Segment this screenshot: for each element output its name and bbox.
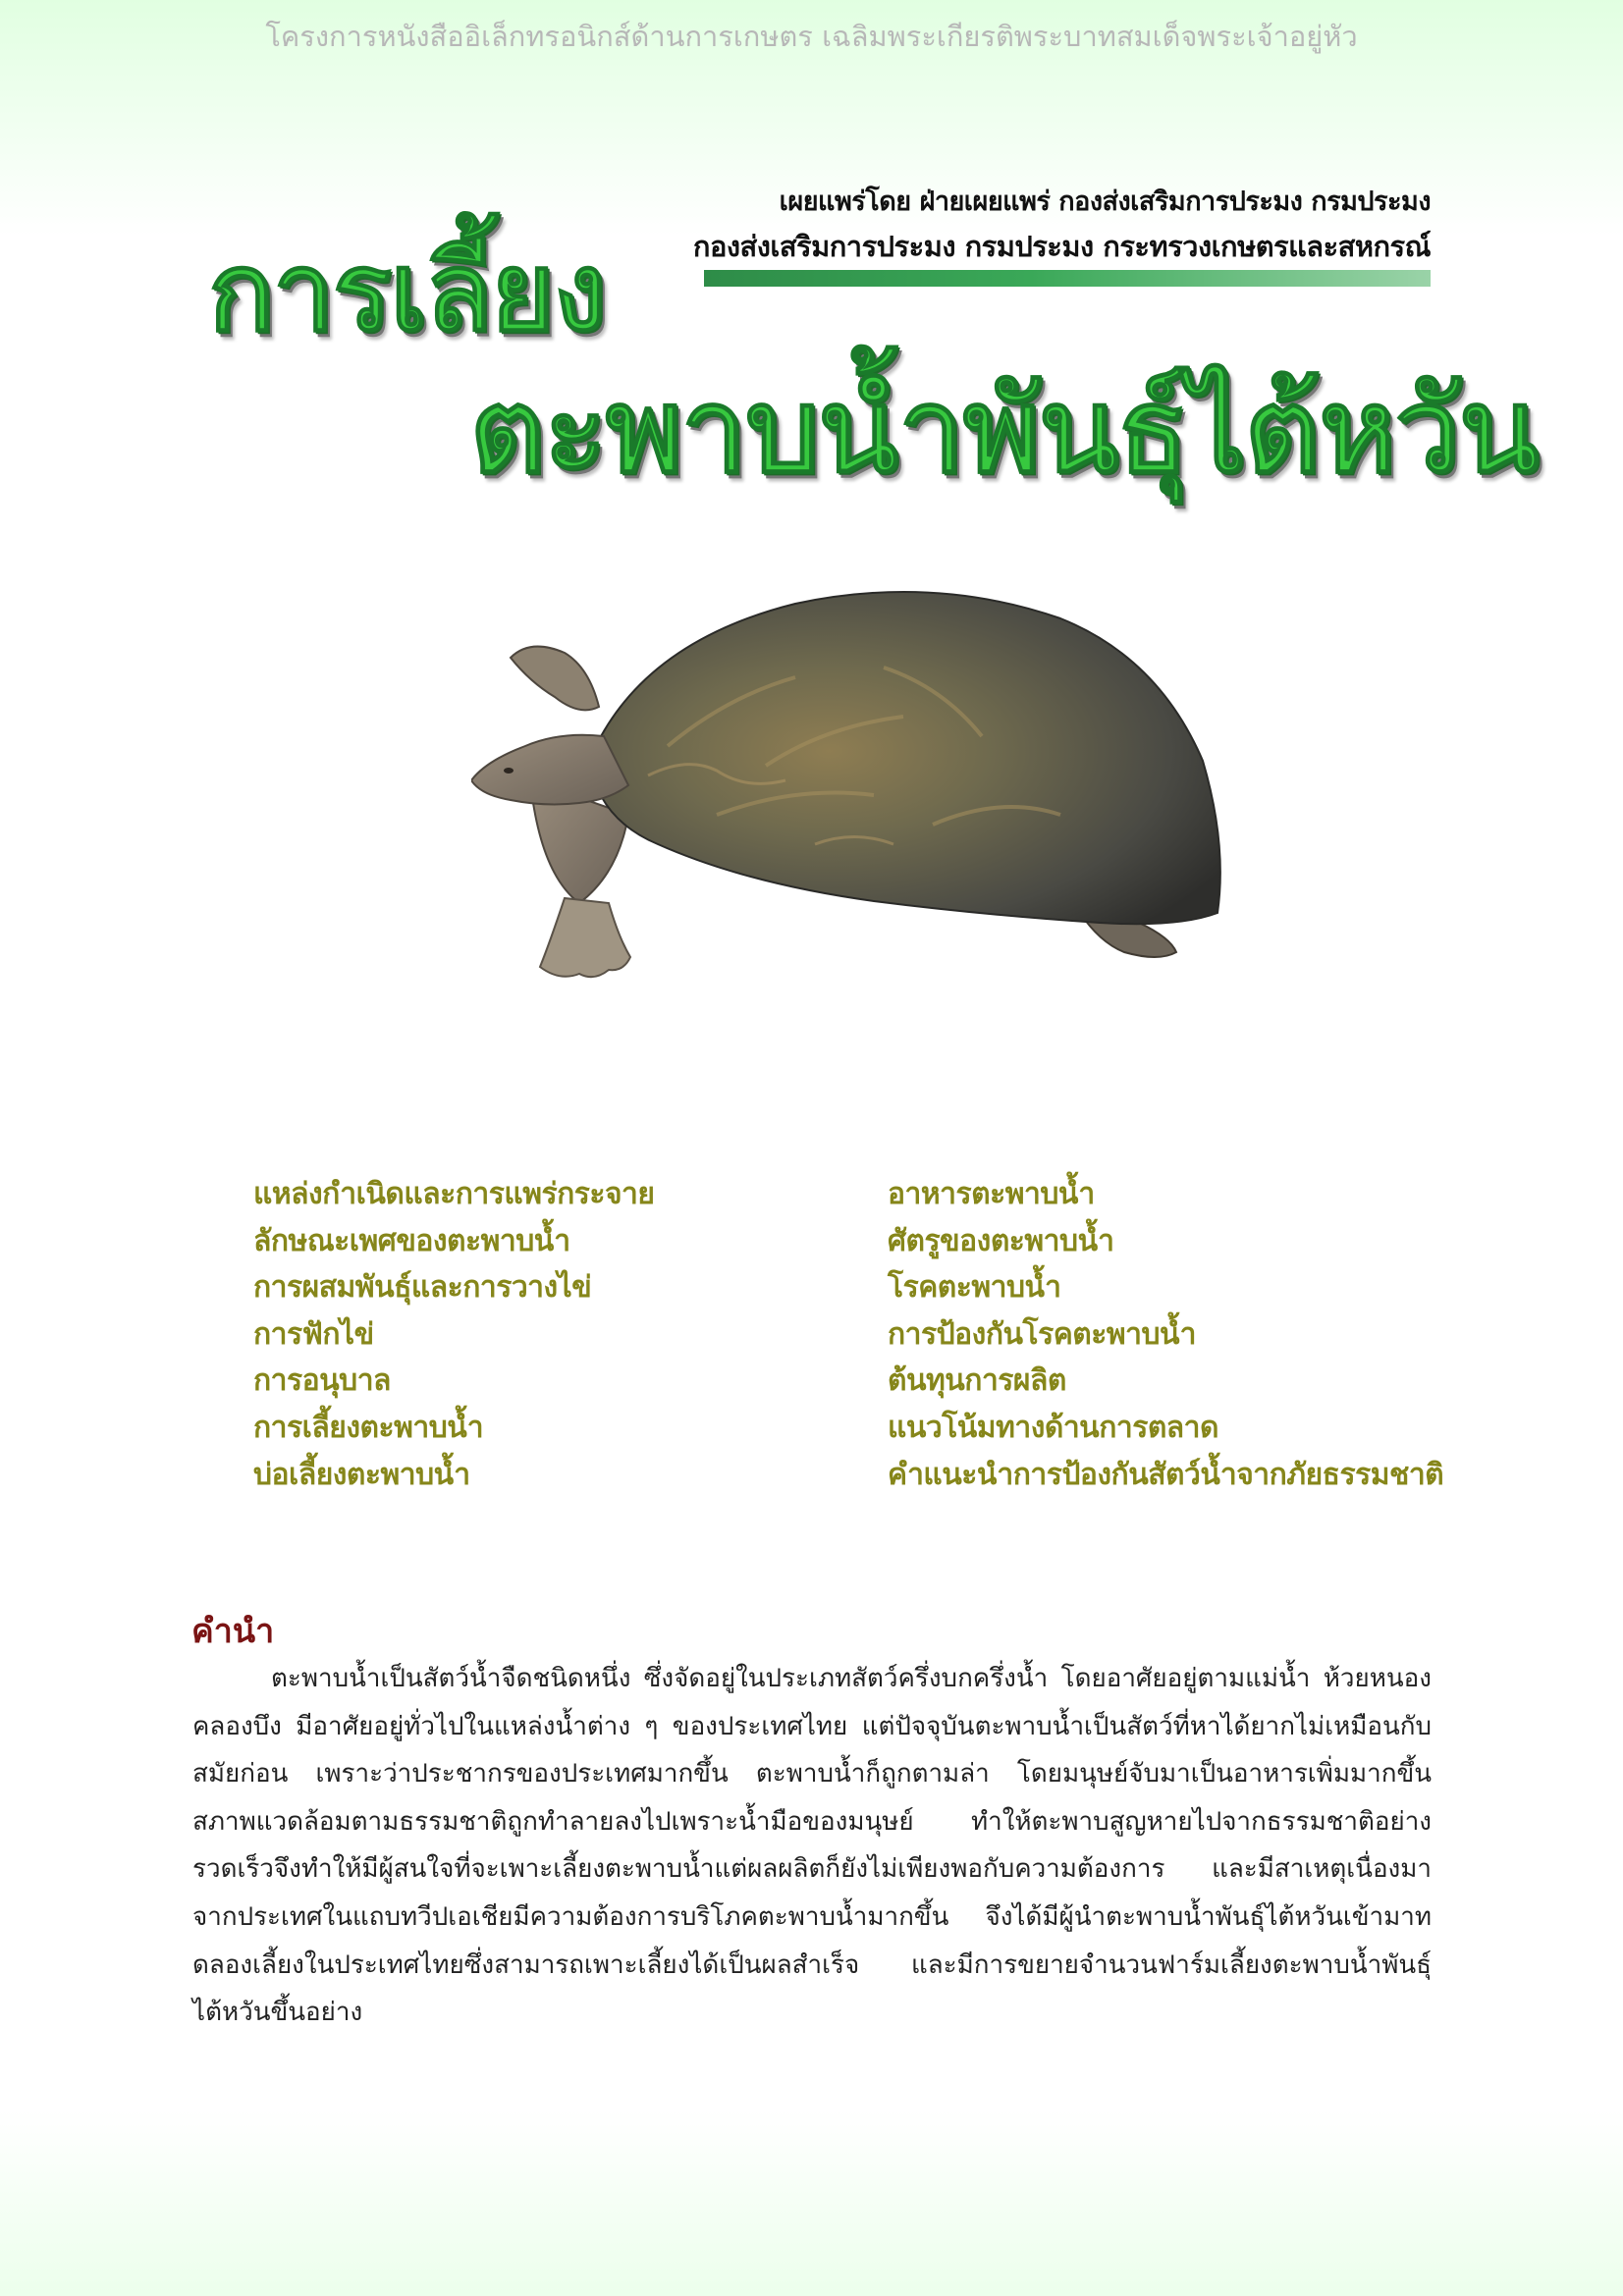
title-line-2: ตะพาบน้ำพันธุ์ไต้หวัน: [469, 363, 1538, 500]
toc-left-column: [253, 1171, 654, 1498]
toc-item[interactable]: ศัตรูของตะพาบน้ำ: [888, 1223, 1114, 1258]
toc-item[interactable]: อาหารตะพาบน้ำ: [888, 1177, 1095, 1211]
toc-right-column: [888, 1171, 1443, 1498]
toc-item[interactable]: ลักษณะเพศของตะพาบน้ำ: [253, 1223, 570, 1258]
toc-item[interactable]: บ่อเลี้ยงตะพาบน้ำ: [253, 1457, 470, 1492]
toc-item[interactable]: การป้องกันโรคตะพาบน้ำ: [888, 1316, 1196, 1352]
toc-item[interactable]: ต้นทุนการผลิต: [888, 1363, 1066, 1399]
intro-heading: คำนำ: [191, 1612, 275, 1651]
turtle-raised-flipper: [511, 647, 599, 711]
turtle-shell: [589, 592, 1220, 924]
publisher-line-2: กองส่งเสริมการประมง กรมประมง กระทรวงเกษตรและสหกรณ์: [692, 230, 1431, 263]
toc-item[interactable]: แนวโน้มทางด้านการตลาด: [888, 1410, 1219, 1445]
header-banner: โครงการหนังสืออิเล็กทรอนิกส์ด้านการเกษตร เฉลิมพระเกียรติพระบาทสมเด็จพระเจ้าอยู่หัว: [265, 20, 1358, 53]
turtle-illustration: [471, 550, 1276, 1001]
turtle-head: [471, 735, 628, 805]
title-line-1: การเลี้ยง: [208, 229, 606, 356]
toc-item[interactable]: คำแนะนำการป้องกันสัตว์น้ำจากภัยธรรมชาติ: [888, 1457, 1444, 1492]
toc-item[interactable]: การผสมพันธุ์และการวางไข่: [253, 1270, 592, 1306]
title-divider: [704, 270, 1431, 287]
toc-item[interactable]: แหล่งกำเนิดและการแพร่กระจาย: [253, 1177, 655, 1211]
toc-item[interactable]: โรคตะพาบน้ำ: [888, 1270, 1061, 1306]
toc-item[interactable]: การอนุบาล: [253, 1363, 391, 1399]
toc-item[interactable]: การเลี้ยงตะพาบน้ำ: [253, 1410, 484, 1445]
publisher-line-1: เผยแพร่โดย ฝ่ายเผยแพร่ กองส่งเสริมการประมง กรมประมง: [779, 187, 1431, 217]
toc-item[interactable]: การฟักไข่: [253, 1316, 374, 1352]
intro-paragraph: ตะพาบน้ำเป็นสัตว์น้ำจืดชนิดหนึ่ง ซึ่งจัดอยู่ในประเภทสัตว์ครึ่งบกครึ่งน้ำ โดยอาศัยอยู่ตามแม่น้ำ ห้วยหนอง คลองบึง มีอาศัยอยู่ทั่วไปในแหล่งน้ำต่าง ๆ ของประเทศไทย แต่ปัจจุบันตะพาบน้ำเป็นสัตว์ที่หาได้ยากไม่เหมือนกับสมัยก่อน เพราะว่าประชากรของประเทศมากขึ้น ตะพาบน้ำก็ถูกตามล่า โดยมนุษย์จับมาเป็นอาหารเพิ่มมากขึ้น สภาพแวดล้อมตามธรรมชาติถูกทำลายลงไปเพราะน้ำมือของมนุษย์ ทำให้ตะพาบสูญหายไปจากธรรมชาติอย่างรวดเร็วจึงทำให้มีผู้สนใจที่จะเพาะเลี้ยงตะพาบน้ำแต่ผลผลิตก็ยังไม่เพียงพอกับความต้องการ และมีสาเหตุเนื่องมาจากประเทศในแถบทวีปเอเชียมีความต้องการบริโภคตะพาบน้ำมากขึ้น จึงได้มีผู้นำตะพาบน้ำพันธุ์ไต้หวันเข้ามาทดลองเลี้ยงในประเทศไทยซึ่งสามารถเพาะเลี้ยงได้เป็นผลสำเร็จ และมีการขยายจำนวนฟาร์มเลี้ยงตะพาบน้ำพันธุ์ไต้หวันขึ้นอย่าง: [192, 1664, 1432, 2028]
